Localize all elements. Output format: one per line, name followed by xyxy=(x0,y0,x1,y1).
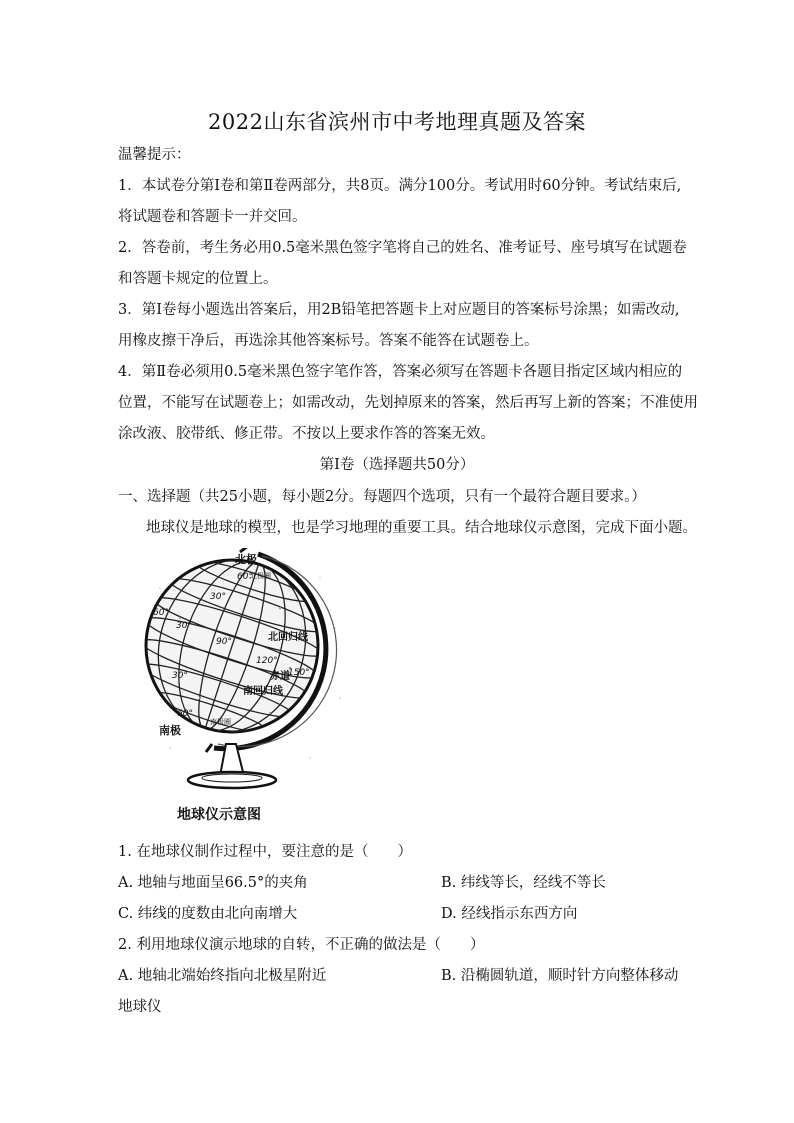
label-lat-60n-top: 60° xyxy=(237,572,253,582)
intro-text: 地球仪是地球的模型，也是学习地理的重要工具。结合地球仪示意图，完成下面小题。 xyxy=(146,520,697,536)
tip-line-9: 涂改液、胶带纸、修正带。不按以上要求作答的答案无效。 xyxy=(118,426,495,442)
label-lat-60n-left: 60° xyxy=(153,608,169,618)
figure-caption: 地球仪示意图 xyxy=(177,807,261,823)
tip-line-7: 4．第Ⅱ卷必须用0.5毫米黑色签字笔作答，答案必须写在答题卡各题目指定区域内相应的 xyxy=(118,364,683,380)
tip-line-2: 将试题卷和答题卡一并交回。 xyxy=(118,209,307,225)
label-tropic-cancer: 北回归线 xyxy=(268,632,308,643)
label-lat-30n-left: 30° xyxy=(176,621,192,631)
document-title: 2022山东省滨州市中考地理真题及答案 xyxy=(208,110,586,134)
label-south-pole: 南极 xyxy=(159,724,181,737)
globe-figure xyxy=(140,548,354,826)
question-2-option-b-continued: 地球仪 xyxy=(118,999,162,1015)
label-lat-30s: 30° xyxy=(172,671,188,681)
question-1-option-b: B. 纬线等长，经线不等长 xyxy=(441,875,606,891)
label-lon-90: 90° xyxy=(216,637,232,647)
question-1-stem: 1. 在地球仪制作过程中，要注意的是（ ） xyxy=(118,844,412,860)
label-lat-30n-top: 30° xyxy=(210,592,226,602)
label-arctic-circle: 北极圈 xyxy=(250,572,271,580)
label-lon-120: 120° xyxy=(256,656,278,666)
tip-line-1: 1．本试卷分第Ⅰ卷和第Ⅱ卷两部分，共8页。满分100分。考试用时60分钟。考试结束后, xyxy=(118,178,682,194)
label-tropic-capricorn: 南回归线 xyxy=(243,686,283,697)
question-1-option-d: D. 经线指示东西方向 xyxy=(441,906,578,922)
section-heading: 第Ⅰ卷（选择题共50分） xyxy=(319,457,475,473)
question-2-stem: 2. 利用地球仪演示地球的自转，不正确的做法是（ ） xyxy=(118,937,485,953)
label-equator: 赤道 xyxy=(270,671,290,682)
globe-illustration xyxy=(140,548,354,826)
tip-line-6: 用橡皮擦干净后，再选涂其他答案标号。答案不能答在试题卷上。 xyxy=(118,333,539,349)
label-lon-150: 150° xyxy=(288,668,310,678)
tip-line-4: 和答题卡规定的位置上。 xyxy=(118,271,278,287)
label-north-pole: 北极 xyxy=(235,553,257,566)
label-lat-60s: 60° xyxy=(177,709,193,719)
question-1-option-a: A. 地轴与地面呈66.5°的夹角 xyxy=(118,875,308,891)
question-1-option-c: C. 纬线的度数由北向南增大 xyxy=(118,906,298,922)
tips-heading: 温馨提示： xyxy=(118,147,191,163)
part-heading: 一、选择题（共25小题，每小题2分。每题四个选项，只有一个最符合题目要求。） xyxy=(118,489,646,505)
label-antarctic-circle: 南极圈 xyxy=(210,718,231,726)
question-2-option-a: A. 地轴北端始终指向北极星附近 xyxy=(118,968,327,984)
question-2-option-b: B. 沿椭圆轨道，顺时针方向整体移动 xyxy=(441,968,679,984)
tip-line-8: 位置，不能写在试题卷上；如需改动，先划掉原来的答案，然后再写上新的答案；不准使用 xyxy=(118,395,698,411)
tip-line-3: 2．答卷前，考生务必用0.5毫米黑色签字笔将自己的姓名、准考证号、座号填写在试题卷 xyxy=(118,240,687,256)
tip-line-5: 3．第Ⅰ卷每小题选出答案后，用2B铅笔把答题卡上对应题目的答案标号涂黑；如需改动, xyxy=(118,302,680,318)
